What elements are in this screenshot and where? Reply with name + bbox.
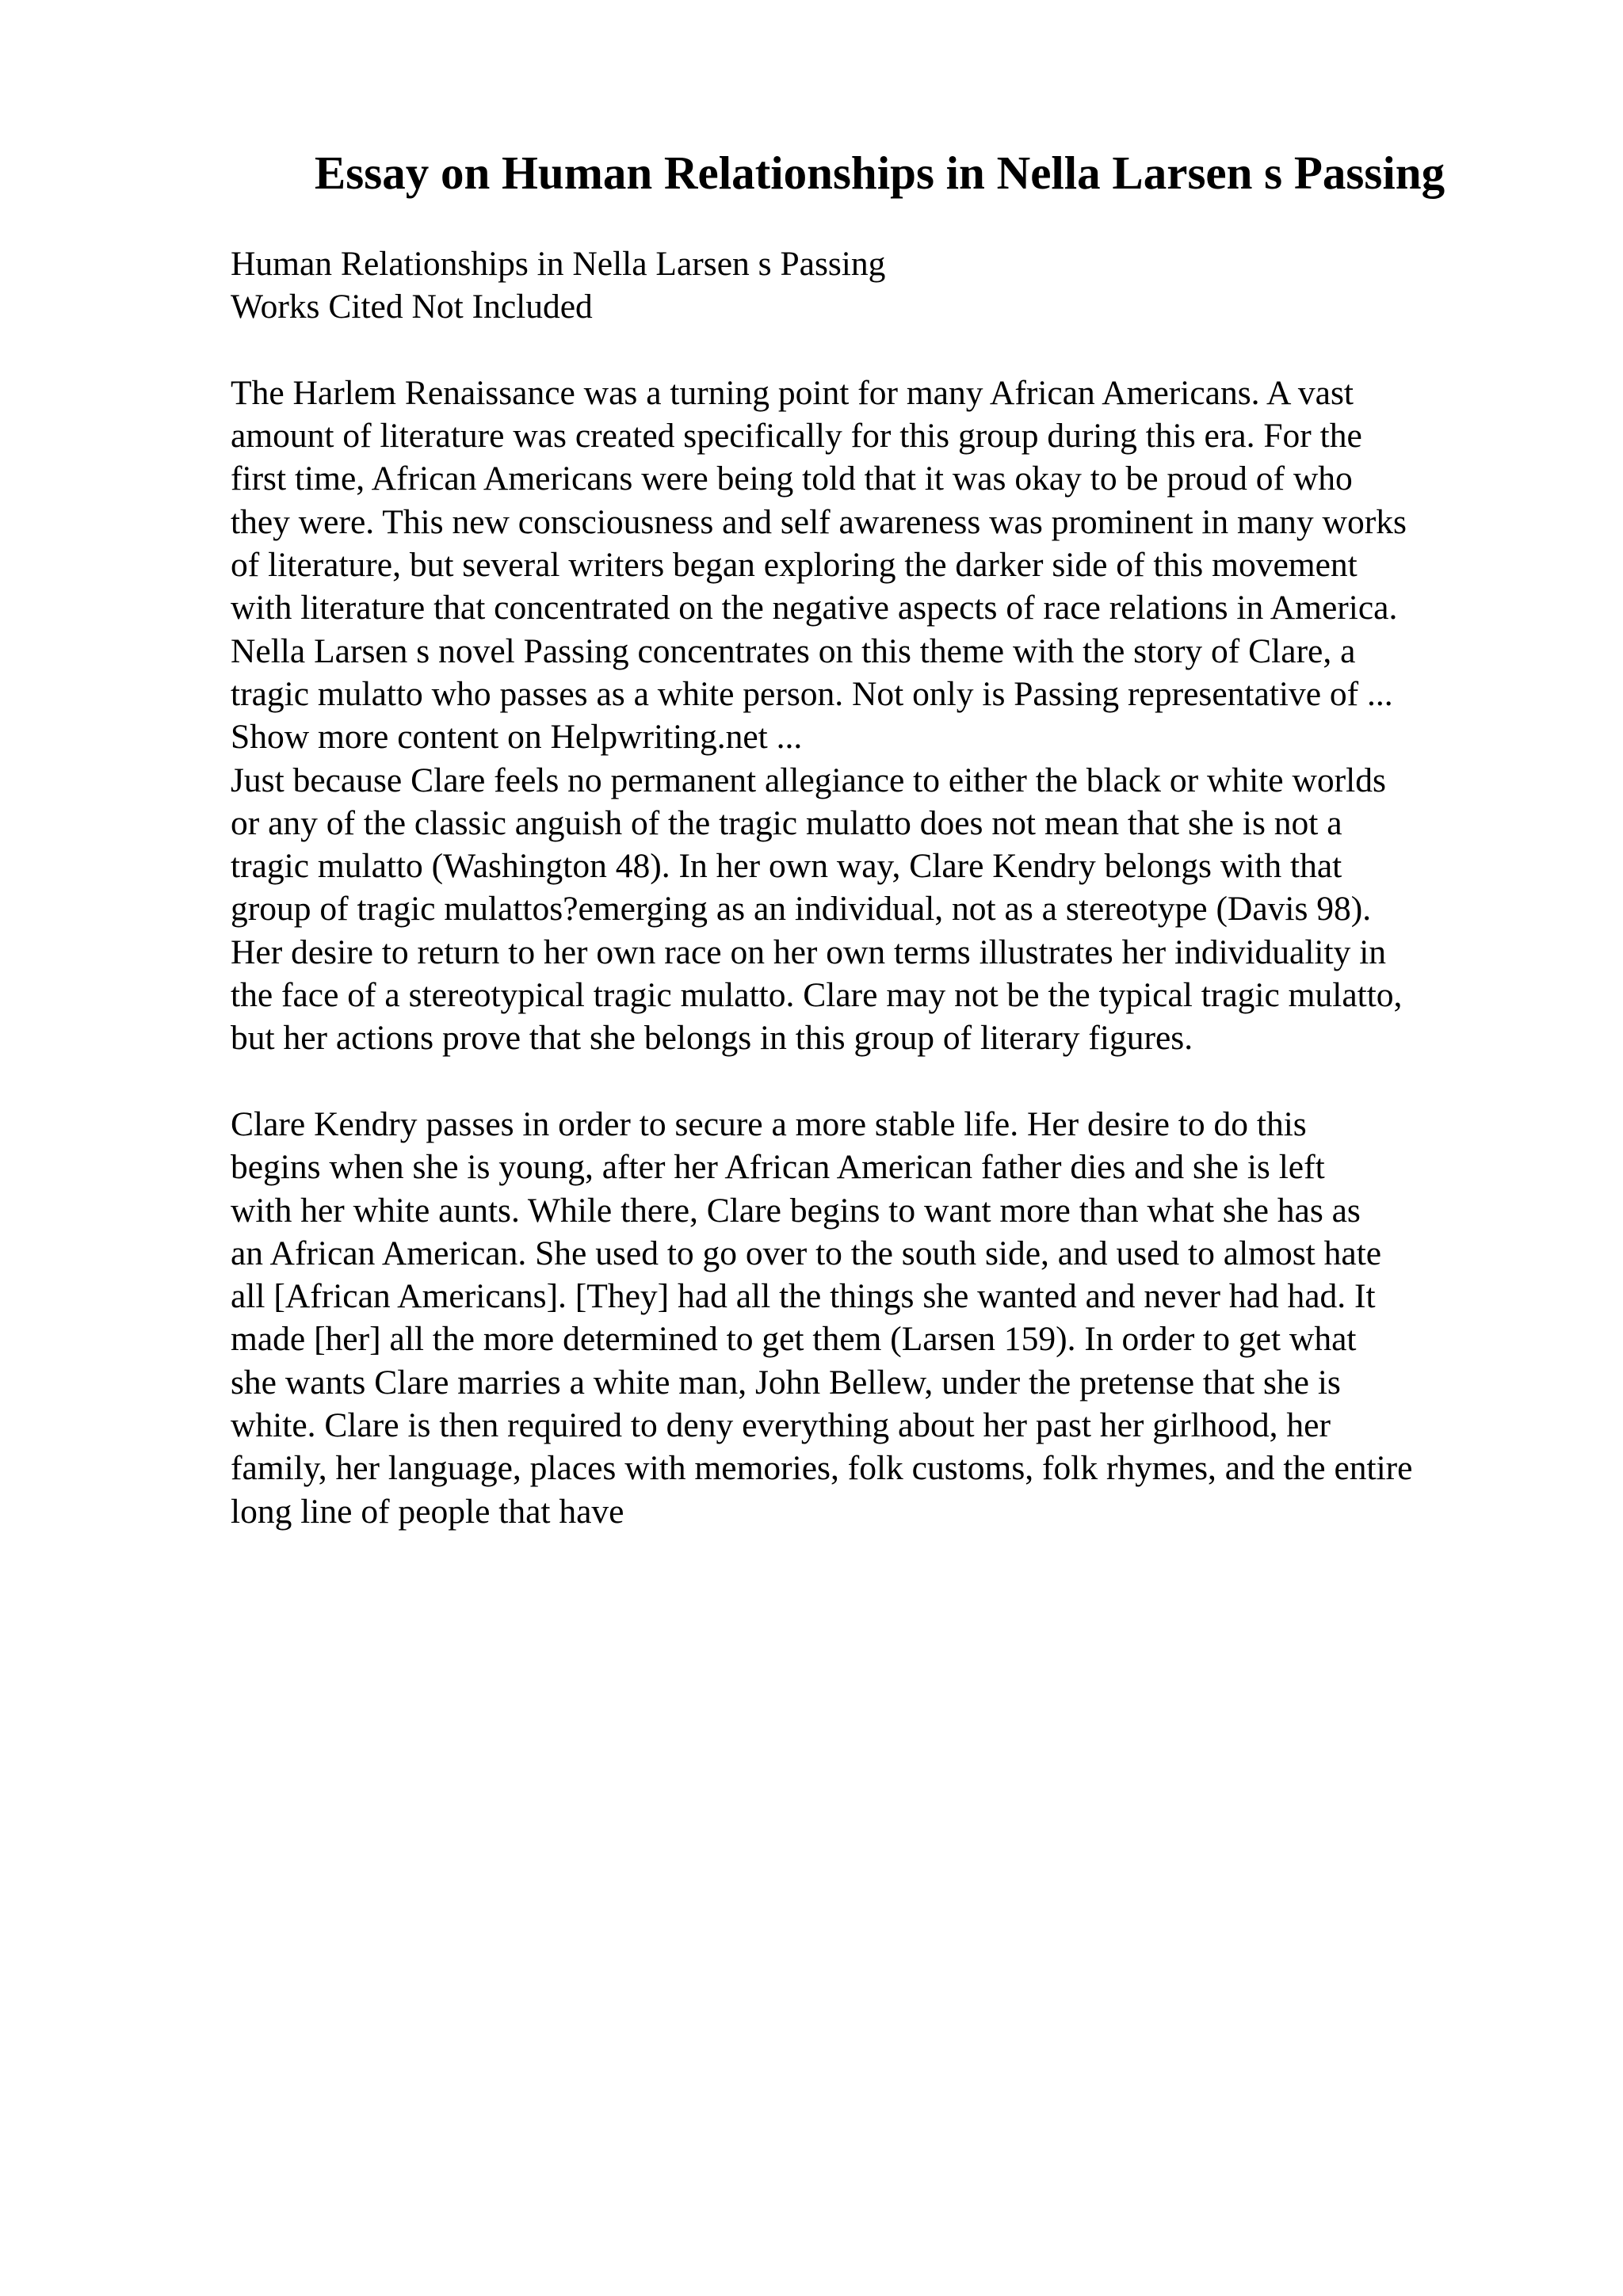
text-line: tragic mulatto (Washington 48). In her own way, Clare Kendry belongs with that xyxy=(231,847,1342,886)
text-line: tragic mulatto who passes as a white person. Not only is Passing representative of ... xyxy=(231,674,1393,713)
text-line: long line of people that have xyxy=(231,1492,624,1531)
text-line: Clare Kendry passes in order to secure a more stable life. Her desire to do this xyxy=(231,1104,1307,1143)
paragraph-1 xyxy=(231,372,1514,1060)
text-line: white. Clare is then required to deny everything about her past her girlhood, her xyxy=(231,1406,1331,1445)
text-line: made [her] all the more determined to get them (Larsen 159). In order to get what xyxy=(231,1320,1357,1359)
text-line: all [African Americans]. [They] had all the things she wanted and never had had. It xyxy=(231,1277,1376,1316)
text-line: the face of a stereotypical tragic mulatto. Clare may not be the typical tragic mulatto, xyxy=(231,976,1403,1015)
text-line: first time, African Americans were being told that it was okay to be proud of who xyxy=(231,460,1353,498)
text-line: or any of the classic anguish of the tragic mulatto does not mean that she is not a xyxy=(231,803,1342,842)
text-line: she wants Clare marries a white man, John Bellew, under the pretense that she is xyxy=(231,1363,1341,1402)
text-line: amount of literature was created specifically for this group during this era. For the xyxy=(231,417,1362,456)
text-line: family, her language, places with memories, folk customs, folk rhymes, and the entire xyxy=(231,1449,1413,1488)
text-line: The Harlem Renaissance was a turning point for many African Americans. A vast xyxy=(231,373,1354,412)
text-line: an African American. She used to go over to the south side, and used to almost hate xyxy=(231,1234,1382,1272)
text-line: with her white aunts. While there, Clare begins to want more than what she has as xyxy=(231,1191,1361,1230)
paragraph-gap xyxy=(231,329,1514,372)
text-line: Her desire to return to her own race on her own terms illustrates her individuality in xyxy=(231,933,1387,971)
essay-body xyxy=(231,242,1514,1533)
works-cited-note: Works Cited Not Included xyxy=(231,288,593,326)
text-line: with literature that concentrated on the negative aspects of race relations in America. xyxy=(231,589,1398,627)
text-line: but her actions prove that she belongs in this group of literary figures. xyxy=(231,1019,1193,1058)
show-more-line: Show more content on Helpwriting.net ... xyxy=(231,718,803,757)
subtitle-line: Human Relationships in Nella Larsen s Passing xyxy=(231,245,886,283)
text-line: group of tragic mulattos?emerging as an individual, not as a stereotype (Davis 98). xyxy=(231,890,1372,929)
text-line: Nella Larsen s novel Passing concentrates on this theme with the story of Clare, a xyxy=(231,631,1356,670)
paragraph-gap xyxy=(231,1060,1514,1103)
paragraph-2 xyxy=(231,1103,1514,1533)
text-line: of literature, but several writers began exploring the darker side of this movement xyxy=(231,546,1358,585)
page-title: Essay on Human Relationships in Nella Larsen s Passing xyxy=(314,147,1445,199)
text-line: they were. This new consciousness and self awareness was prominent in many works xyxy=(231,502,1407,541)
text-line: Just because Clare feels no permanent allegiance to either the black or white worlds xyxy=(231,761,1386,799)
text-line: begins when she is young, after her African American father dies and she is left xyxy=(231,1148,1325,1187)
